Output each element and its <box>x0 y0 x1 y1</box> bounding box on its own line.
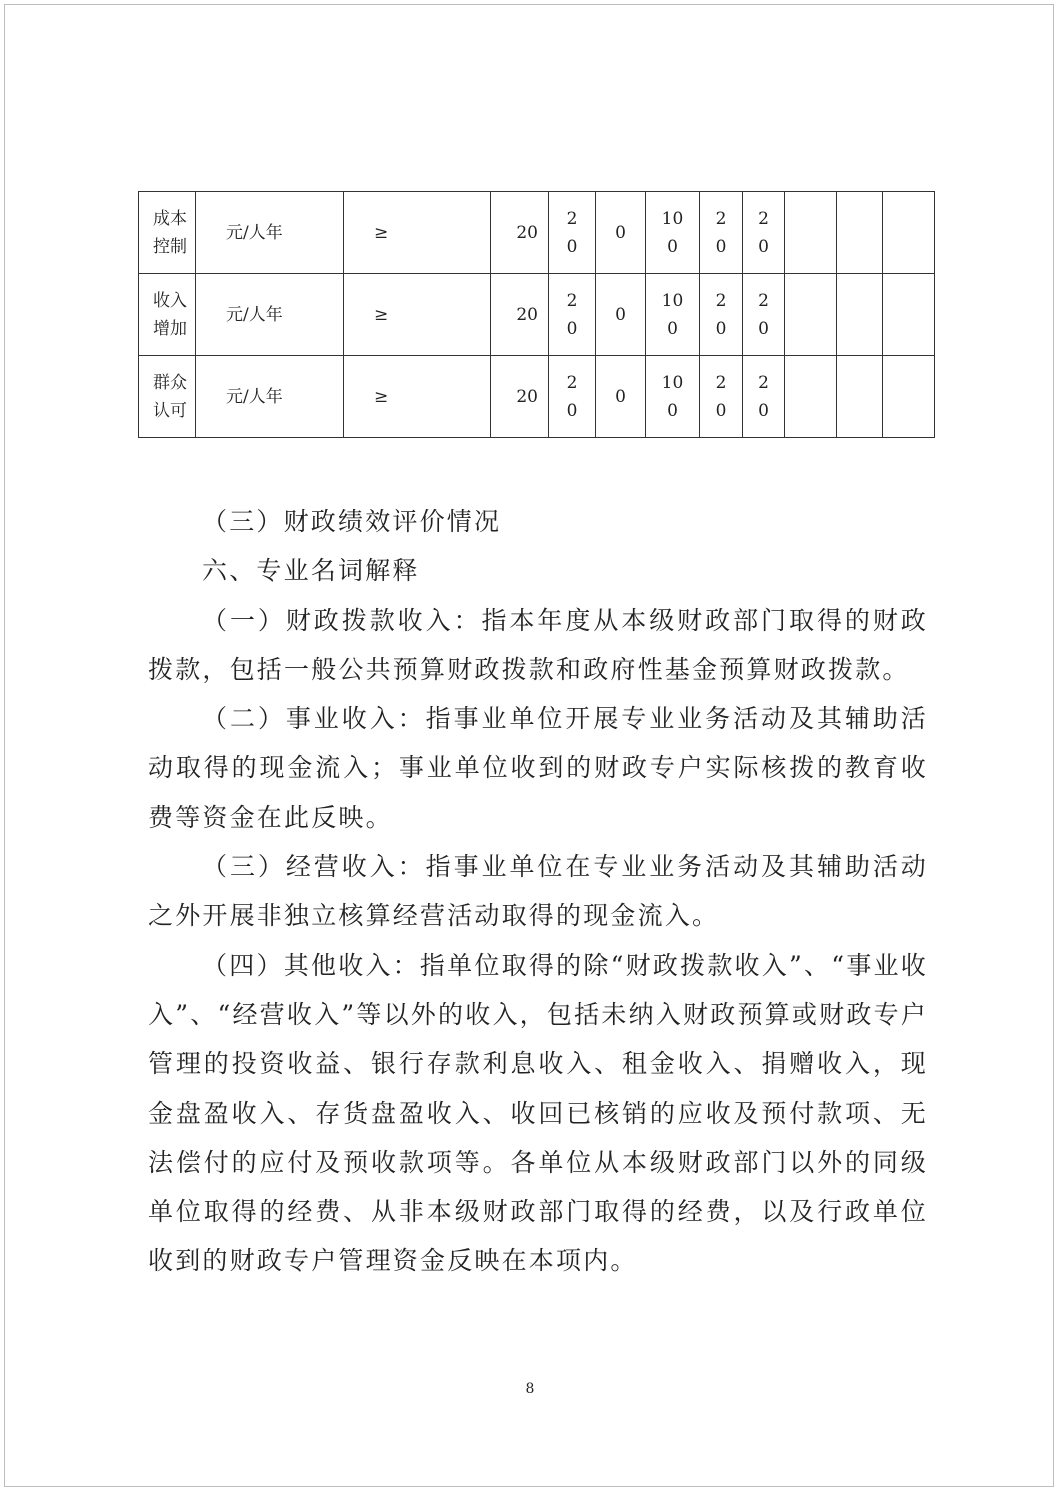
value-cell-text: 20 <box>715 290 727 339</box>
operator-cell-text: ≥ <box>374 386 389 407</box>
table-row <box>139 274 935 356</box>
indicator-name-cell <box>139 274 196 356</box>
value-cell <box>549 356 596 438</box>
value-cell <box>743 356 785 438</box>
value-cell <box>491 274 549 356</box>
value-cell <box>700 356 743 438</box>
table-row <box>139 192 935 274</box>
indicator-name-cell-text: 成本控制 <box>153 208 187 257</box>
value-cell-text: 20 <box>758 290 769 339</box>
empty-cell <box>883 356 935 438</box>
value-cell <box>596 356 646 438</box>
empty-cell <box>837 192 883 274</box>
value-cell <box>646 192 700 274</box>
value-cell-text: 20 <box>715 208 727 257</box>
value-cell-text: 0 <box>615 222 626 243</box>
operator-cell-text: ≥ <box>374 304 389 325</box>
empty-cell <box>883 192 935 274</box>
operator-cell <box>344 192 491 274</box>
value-cell <box>491 192 549 274</box>
value-cell <box>646 356 700 438</box>
value-cell <box>743 274 785 356</box>
unit-cell <box>196 192 344 274</box>
value-cell <box>700 192 743 274</box>
value-cell <box>700 274 743 356</box>
empty-cell <box>785 192 837 274</box>
performance-indicator-table <box>138 191 935 438</box>
paragraph-operating-income: （三）经营收入：指事业单位在专业业务活动及其辅助活动之外开展非独立核算经营活动取得的现金流入。 <box>148 852 928 931</box>
value-cell-text: 20 <box>758 208 769 257</box>
operator-cell <box>344 274 491 356</box>
value-cell-text: 100 <box>661 372 684 421</box>
value-cell-text: 20 <box>516 386 538 407</box>
unit-cell <box>196 274 344 356</box>
page-number: 8 <box>525 1381 535 1397</box>
unit-cell-text: 元/人年 <box>226 304 283 325</box>
operator-cell <box>344 356 491 438</box>
heading-terminology: 六、专业名词解释 <box>202 556 420 586</box>
value-cell-text: 20 <box>566 208 578 257</box>
value-cell-text: 20 <box>566 372 578 421</box>
paragraph-other-income: （四）其他收入：指单位取得的除“财政拨款收入”、“事业收入”、“经营收入”等以外的收入，包括未纳入财政预算或财政专户管理的投资收益、银行存款利息收入、租金收入、捐赠收入，现金盘盈收入、存货盘盈收入、收回已核销的应收及预付款项、无法偿付的应付及预收款项等。各单位从本级财政部门以外的同级单位取得的经费、从非本级财政部门取得的经费，以及行政单位收到的财政专户管理资金反映在本项内。 <box>148 950 928 1276</box>
value-cell <box>596 192 646 274</box>
value-cell <box>549 274 596 356</box>
indicator-name-cell <box>139 356 196 438</box>
empty-cell <box>837 274 883 356</box>
table-row <box>139 356 935 438</box>
value-cell-text: 0 <box>615 386 626 407</box>
value-cell-text: 20 <box>516 222 538 243</box>
operator-cell-text: ≥ <box>374 222 389 243</box>
empty-cell <box>785 274 837 356</box>
paragraph-business-income: （二）事业收入：指事业单位开展专业业务活动及其辅助活动取得的现金流入；事业单位收到的财政专户实际核拨的教育收费等资金在此反映。 <box>148 704 928 832</box>
value-cell-text: 20 <box>715 372 727 421</box>
value-cell <box>491 356 549 438</box>
indicator-name-cell <box>139 192 196 274</box>
value-cell <box>596 274 646 356</box>
value-cell-text: 0 <box>615 304 626 325</box>
value-cell <box>646 274 700 356</box>
value-cell-text: 100 <box>661 290 684 339</box>
indicator-name-cell-text: 群众认可 <box>153 372 187 421</box>
empty-cell <box>785 356 837 438</box>
paragraph-fiscal-appropriation-income: （一）财政拨款收入：指本年度从本级财政部门取得的财政拨款，包括一般公共预算财政拨款和政府性基金预算财政拨款。 <box>148 605 928 684</box>
value-cell <box>549 192 596 274</box>
unit-cell-text: 元/人年 <box>226 386 283 407</box>
value-cell-text: 20 <box>566 290 578 339</box>
empty-cell <box>837 356 883 438</box>
empty-cell <box>883 274 935 356</box>
value-cell-text: 100 <box>661 208 684 257</box>
heading-performance-evaluation: （三）财政绩效评价情况 <box>202 507 502 536</box>
unit-cell <box>196 356 344 438</box>
value-cell <box>743 192 785 274</box>
value-cell-text: 20 <box>516 304 538 325</box>
unit-cell-text: 元/人年 <box>226 222 283 243</box>
indicator-name-cell-text: 收入增加 <box>153 290 187 339</box>
value-cell-text: 20 <box>758 372 769 421</box>
body-text <box>148 497 928 1286</box>
